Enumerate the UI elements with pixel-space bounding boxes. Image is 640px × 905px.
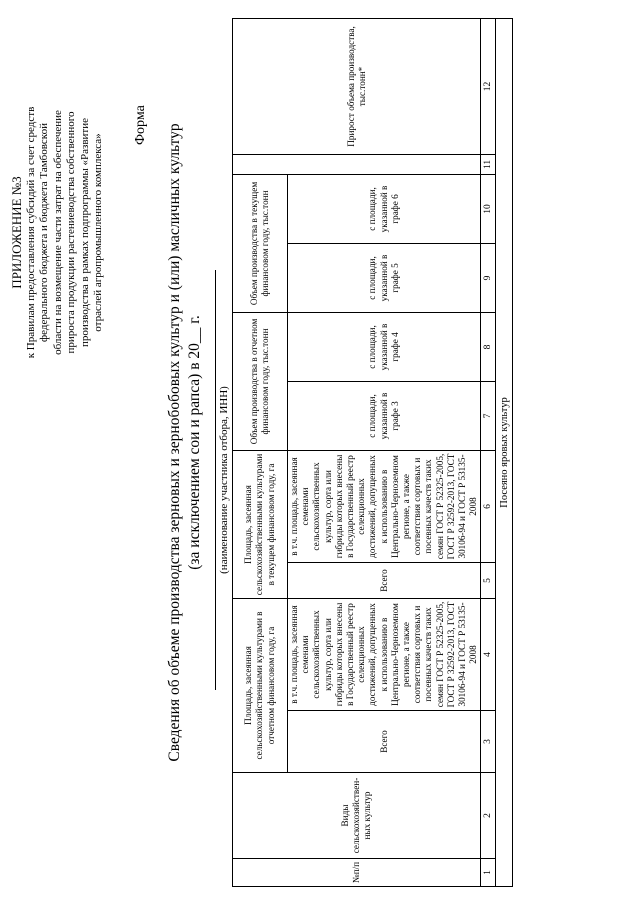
header-incl-area-cur: в т.ч. площадь, засеянная семенами сельскохозяйственных культур, сорта или гибриды которых внесены в Государственный реестр селекционных достижений, допущенных к использованию в Центрально-Черноземном регионе, а также соответствия сортовых и посевных качеств таких семян ГОСТ Р 52325-2005, ГОСТ Р 32592-2013, ГОСТ 30106-94 и ГОСТ Р 53135-2008 [288,450,481,562]
participant-caption: (наименование участника отбора, ИНН) [218,386,230,574]
document-title [165,0,204,895]
title-line-2: (за исключением сои и рапса) в 20__ г. [186,315,203,570]
header-total-cur: Всего [288,563,481,599]
form-label: Форма [133,105,148,145]
section-row-label: Посеяно яровых культур [496,18,513,886]
header-incl-area-prev: в т.ч. площадь, засеянная семенами сельскохозяйственных культур, сорта или гибриды которых внесены в Государственный реестр селекционных достижений, допущенных к использованию в Центрально-Черноземном регионе, а также соответствия сортовых и посевных качеств таких семян ГОСТ Р 52325-2005, ГОСТ Р 32592-2013, ГОСТ 30106-94 и ГОСТ Р 53135-2008 [288,599,481,711]
column-number: 7 [481,381,496,450]
header-from-area-3: с площади, указанной в графе 3 [288,381,481,450]
column-number: 9 [481,243,496,312]
column-number: 1 [481,859,496,887]
header-blank [233,154,481,174]
header-from-area-5: с площади, указанной в графе 5 [288,243,481,312]
column-number-row [481,18,496,886]
column-number: 5 [481,563,496,599]
appendix-title: ПРИЛОЖЕНИЕ №3 [9,176,24,289]
production-table [232,18,513,887]
header-from-area-4: с площади, указанной в графе 4 [288,312,481,381]
appendix-line: производства в рамках подпрограммы «Развитие [78,118,91,347]
column-number: 4 [481,599,496,711]
column-number: 12 [481,18,496,154]
header-growth: Прирост объема производства, тыс.тонн* [233,18,481,154]
header-prev-output: Объем производства в отчетном финансовом году, тыс.тонн [233,312,288,450]
column-number: 6 [481,450,496,562]
header-cur-output: Объем производства в текущем финансовом году, тыс.тонн [233,174,288,312]
column-number: 8 [481,312,496,381]
appendix-line: области на возмещение части затрат на обеспечение [51,110,64,355]
appendix-line: прироста продукции растениеводства собственного [65,111,77,354]
header-number: №п/п [233,859,481,887]
appendix-block [10,60,106,405]
header-from-area-6: с площади, указанной в графе 6 [288,174,481,243]
section-row [496,18,513,886]
appendix-line: отраслей агропромышленного комплекса» [92,133,104,332]
participant-name-line [215,270,216,690]
header-crop-types: Виды сельскохозяйствен-ных культур [233,773,481,859]
appendix-line: к Правилам предоставления субсидий за счет средств [24,106,37,359]
appendix-line: федерального бюджета и бюджета Тамбовской [38,123,50,342]
column-number: 2 [481,773,496,859]
column-number: 3 [481,711,496,773]
title-line-1: Сведения об объеме производства зерновых и зернобобовых культур и (или) масличных культур [166,123,183,762]
header-total-prev: Всего [288,711,481,773]
column-number: 10 [481,174,496,243]
column-number: 11 [481,154,496,174]
header-prev-area: Площадь, засеянная сельскохозяйственными культурами в отчетном финансовом году, га [233,599,288,773]
header-cur-area: Площадь, засеянная сельскохозяйственными культурами в текущем финансовом году, га [233,450,288,598]
